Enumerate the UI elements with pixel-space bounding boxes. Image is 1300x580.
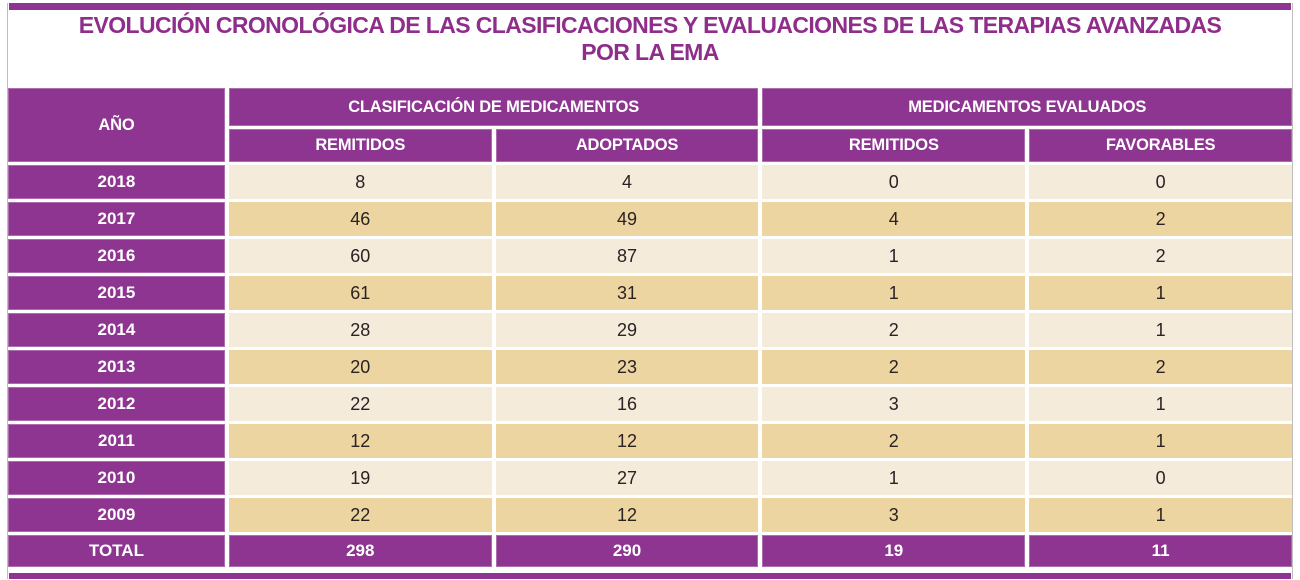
year-cell: 2018 <box>8 165 225 199</box>
data-cell: 46 <box>229 202 492 236</box>
data-cell: 2 <box>1029 239 1292 273</box>
table-row-2010 <box>8 461 1292 495</box>
table-row-2013 <box>8 350 1292 384</box>
ema-therapies-table <box>4 85 1296 570</box>
data-cell: 0 <box>1029 461 1292 495</box>
data-cell: 23 <box>496 350 759 384</box>
year-cell: 2016 <box>8 239 225 273</box>
data-cell: 1 <box>762 461 1025 495</box>
year-cell: 2014 <box>8 313 225 347</box>
data-cell: 20 <box>229 350 492 384</box>
data-cell: 1 <box>762 276 1025 310</box>
year-cell: 2017 <box>8 202 225 236</box>
year-cell: 2013 <box>8 350 225 384</box>
table-row-2011 <box>8 424 1292 458</box>
group-header-clasificacion: CLASIFICACIÓN DE MEDICAMENTOS <box>229 88 759 126</box>
data-cell: 8 <box>229 165 492 199</box>
data-cell: 2 <box>762 350 1025 384</box>
data-cell: 61 <box>229 276 492 310</box>
header-group-row <box>8 88 1292 126</box>
title-line-1: EVOLUCIÓN CRONOLÓGICA DE LAS CLASIFICACIONES Y EVALUACIONES DE LAS TERAPIAS AVANZADAS <box>78 12 1222 38</box>
year-cell: 2009 <box>8 498 225 532</box>
data-cell: 1 <box>1029 424 1292 458</box>
data-cell: 12 <box>496 424 759 458</box>
data-cell: 2 <box>1029 350 1292 384</box>
data-cell: 28 <box>229 313 492 347</box>
data-cell: 4 <box>762 202 1025 236</box>
bottom-border-bar <box>9 573 1291 579</box>
top-border-bar <box>9 3 1291 10</box>
data-cell: 0 <box>1029 165 1292 199</box>
column-header-clasif-adoptados: ADOPTADOS <box>496 129 759 162</box>
year-cell: 2012 <box>8 387 225 421</box>
title-line-2: POR LA EMA <box>581 39 719 65</box>
column-header-clasif-remitidos: REMITIDOS <box>229 129 492 162</box>
table-row-2009 <box>8 498 1292 532</box>
data-cell: 87 <box>496 239 759 273</box>
total-cell: 11 <box>1029 535 1292 567</box>
table-row-2018 <box>8 165 1292 199</box>
data-cell: 1 <box>1029 498 1292 532</box>
figure-title <box>10 12 1290 86</box>
data-cell: 2 <box>762 313 1025 347</box>
data-cell: 29 <box>496 313 759 347</box>
group-header-evaluados: MEDICAMENTOS EVALUADOS <box>762 88 1292 126</box>
data-cell: 27 <box>496 461 759 495</box>
table-row-2017 <box>8 202 1292 236</box>
table-row-total <box>8 535 1292 567</box>
data-cell: 0 <box>762 165 1025 199</box>
data-cell: 49 <box>496 202 759 236</box>
total-label-cell: TOTAL <box>8 535 225 567</box>
data-cell: 1 <box>1029 276 1292 310</box>
data-cell: 12 <box>229 424 492 458</box>
data-cell: 16 <box>496 387 759 421</box>
data-cell: 19 <box>229 461 492 495</box>
data-cell: 1 <box>1029 313 1292 347</box>
column-header-eval-favorables: FAVORABLES <box>1029 129 1292 162</box>
data-cell: 2 <box>1029 202 1292 236</box>
table-row-2015 <box>8 276 1292 310</box>
total-cell: 290 <box>496 535 759 567</box>
data-cell: 2 <box>762 424 1025 458</box>
data-cell: 4 <box>496 165 759 199</box>
data-cell: 12 <box>496 498 759 532</box>
total-cell: 19 <box>762 535 1025 567</box>
column-header-year: AÑO <box>8 88 225 162</box>
data-cell: 31 <box>496 276 759 310</box>
total-cell: 298 <box>229 535 492 567</box>
column-header-eval-remitidos: REMITIDOS <box>762 129 1025 162</box>
year-cell: 2011 <box>8 424 225 458</box>
data-cell: 22 <box>229 498 492 532</box>
data-cell: 3 <box>762 387 1025 421</box>
data-cell: 22 <box>229 387 492 421</box>
year-cell: 2010 <box>8 461 225 495</box>
data-cell: 3 <box>762 498 1025 532</box>
table-row-2014 <box>8 313 1292 347</box>
data-cell: 1 <box>762 239 1025 273</box>
table-row-2016 <box>8 239 1292 273</box>
data-cell: 60 <box>229 239 492 273</box>
table-row-2012 <box>8 387 1292 421</box>
year-cell: 2015 <box>8 276 225 310</box>
data-cell: 1 <box>1029 387 1292 421</box>
